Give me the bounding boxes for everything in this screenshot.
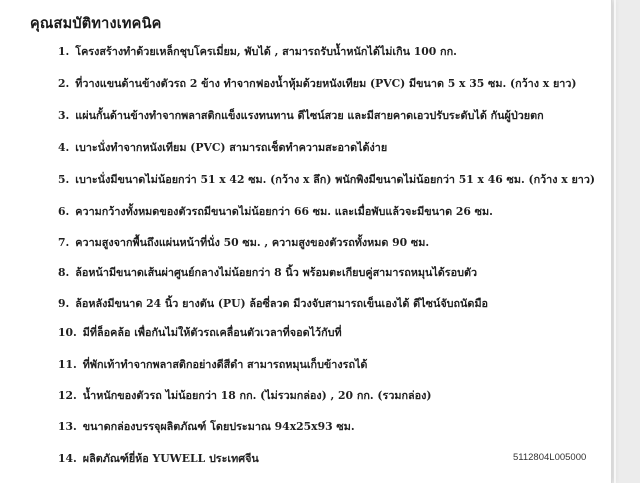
spec-item-2 (58, 77, 577, 91)
spec-item-text: ที่พักเท้าทำจากพลาสติกอย่างดีสีดำ สามารถหมุนเก็บข้างรถได้ (82, 358, 368, 371)
spec-item-4 (58, 141, 387, 155)
spec-item-text: ความกว้างทั้งหมดของตัวรถมีขนาดไม่น้อยกว่า 66 ซม. และเมื่อพับแล้วจะมีขนาด 26 ซม. (75, 205, 493, 218)
spec-item-number: 14. (58, 452, 77, 465)
spec-item-number: 9. (58, 297, 70, 310)
spec-item-number: 7. (58, 236, 70, 249)
spec-item-10 (58, 326, 342, 340)
spec-item-3 (58, 109, 544, 123)
spec-item-text: แผ่นกั้นด้านข้างทำจากพลาสติกแข็งแรงทนทาน ดีไซน์สวย และมีสายคาดเอวปรับระดับได้ กันผู้ป่วยตก (75, 109, 544, 122)
spec-item-number: 10. (58, 326, 77, 339)
spec-item-number: 13. (58, 420, 77, 433)
product-code: 5112804L005000 (513, 452, 587, 463)
page-edge (614, 0, 616, 483)
spec-item-text: โครงสร้างทำด้วยเหล็กชุบโครเมี่ยม, พับได้ , สามารถรับน้ำหนักได้ไม่เกิน 100 กก. (75, 45, 457, 58)
spec-item-text: เบาะนั่งมีขนาดไม่น้อยกว่า 51 x 42 ซม. (กว้าง x ลึก) พนักพิงมีขนาดไม่น้อยกว่า 51 x 46 ซม. (กว้าง x ยาว) (75, 173, 596, 186)
spec-item-number: 4. (58, 141, 70, 154)
spec-item-number: 8. (58, 266, 70, 279)
spec-item-number: 5. (58, 173, 70, 186)
spec-item-text: ขนาดกล่องบรรจุผลิตภัณฑ์ โดยประมาณ 94x25x93 ซม. (82, 420, 355, 433)
spec-item-number: 1. (58, 45, 70, 58)
spec-item-text: ผลิตภัณฑ์ยี่ห้อ YUWELL ประเทศจีน (82, 452, 259, 465)
spec-item-number: 11. (58, 358, 77, 371)
spec-item-12 (58, 389, 432, 403)
spec-item-text: น้ำหนักของตัวรถ ไม่น้อยกว่า 18 กก. (ไม่รวมกล่อง) , 20 กก. (รวมกล่อง) (82, 389, 432, 402)
spec-item-number: 12. (58, 389, 77, 402)
spec-item-text: มีที่ล็อคล้อ เพื่อกันไม่ให้ตัวรถเคลื่อนตัวเวลาที่จอดไว้กับที่ (82, 326, 342, 339)
spec-item-11 (58, 358, 367, 372)
spec-item-text: ความสูงจากพื้นถึงแผ่นหน้าที่นั่ง 50 ซม. , ความสูงของตัวรถทั้งหมด 90 ซม. (75, 236, 430, 249)
spec-item-text: ล้อหน้ามีขนาดเส้นผ่าศูนย์กลางไม่น้อยกว่า 8 นิ้ว พร้อมตะเกียบคู่สามารถหมุนได้รอบตัว (75, 266, 478, 279)
spec-item-13 (58, 420, 355, 434)
spec-item-text: ที่วางแขนด้านข้างตัวรถ 2 ข้าง ทำจากฟองน้ำหุ้มด้วยหนังเทียม (PVC) มีขนาด 5 x 35 ซม. (กว้าง x ยาว) (75, 77, 577, 90)
spec-item-number: 2. (58, 77, 70, 90)
spec-item-text: ล้อหลังมีขนาด 24 นิ้ว ยางตัน (PU) ล้อซี่ลวด มีวงจับสามารถเข็นเองได้ ดีไซน์จับถนัดมือ (75, 297, 489, 310)
spec-item-9 (58, 297, 488, 311)
spec-item-number: 6. (58, 205, 70, 218)
spec-item-number: 3. (58, 109, 70, 122)
spec-item-1 (58, 45, 457, 59)
spec-item-8 (58, 266, 477, 280)
document-title: คุณสมบัติทางเทคนิค (30, 15, 162, 32)
spec-item-6 (58, 205, 493, 219)
spec-item-5 (58, 173, 595, 187)
spec-item-14 (58, 452, 259, 466)
spec-item-text: เบาะนั่งทำจากหนังเทียม (PVC) สามารถเช็ดทำความสะอาดได้ง่าย (75, 141, 388, 154)
spec-item-7 (58, 236, 429, 250)
